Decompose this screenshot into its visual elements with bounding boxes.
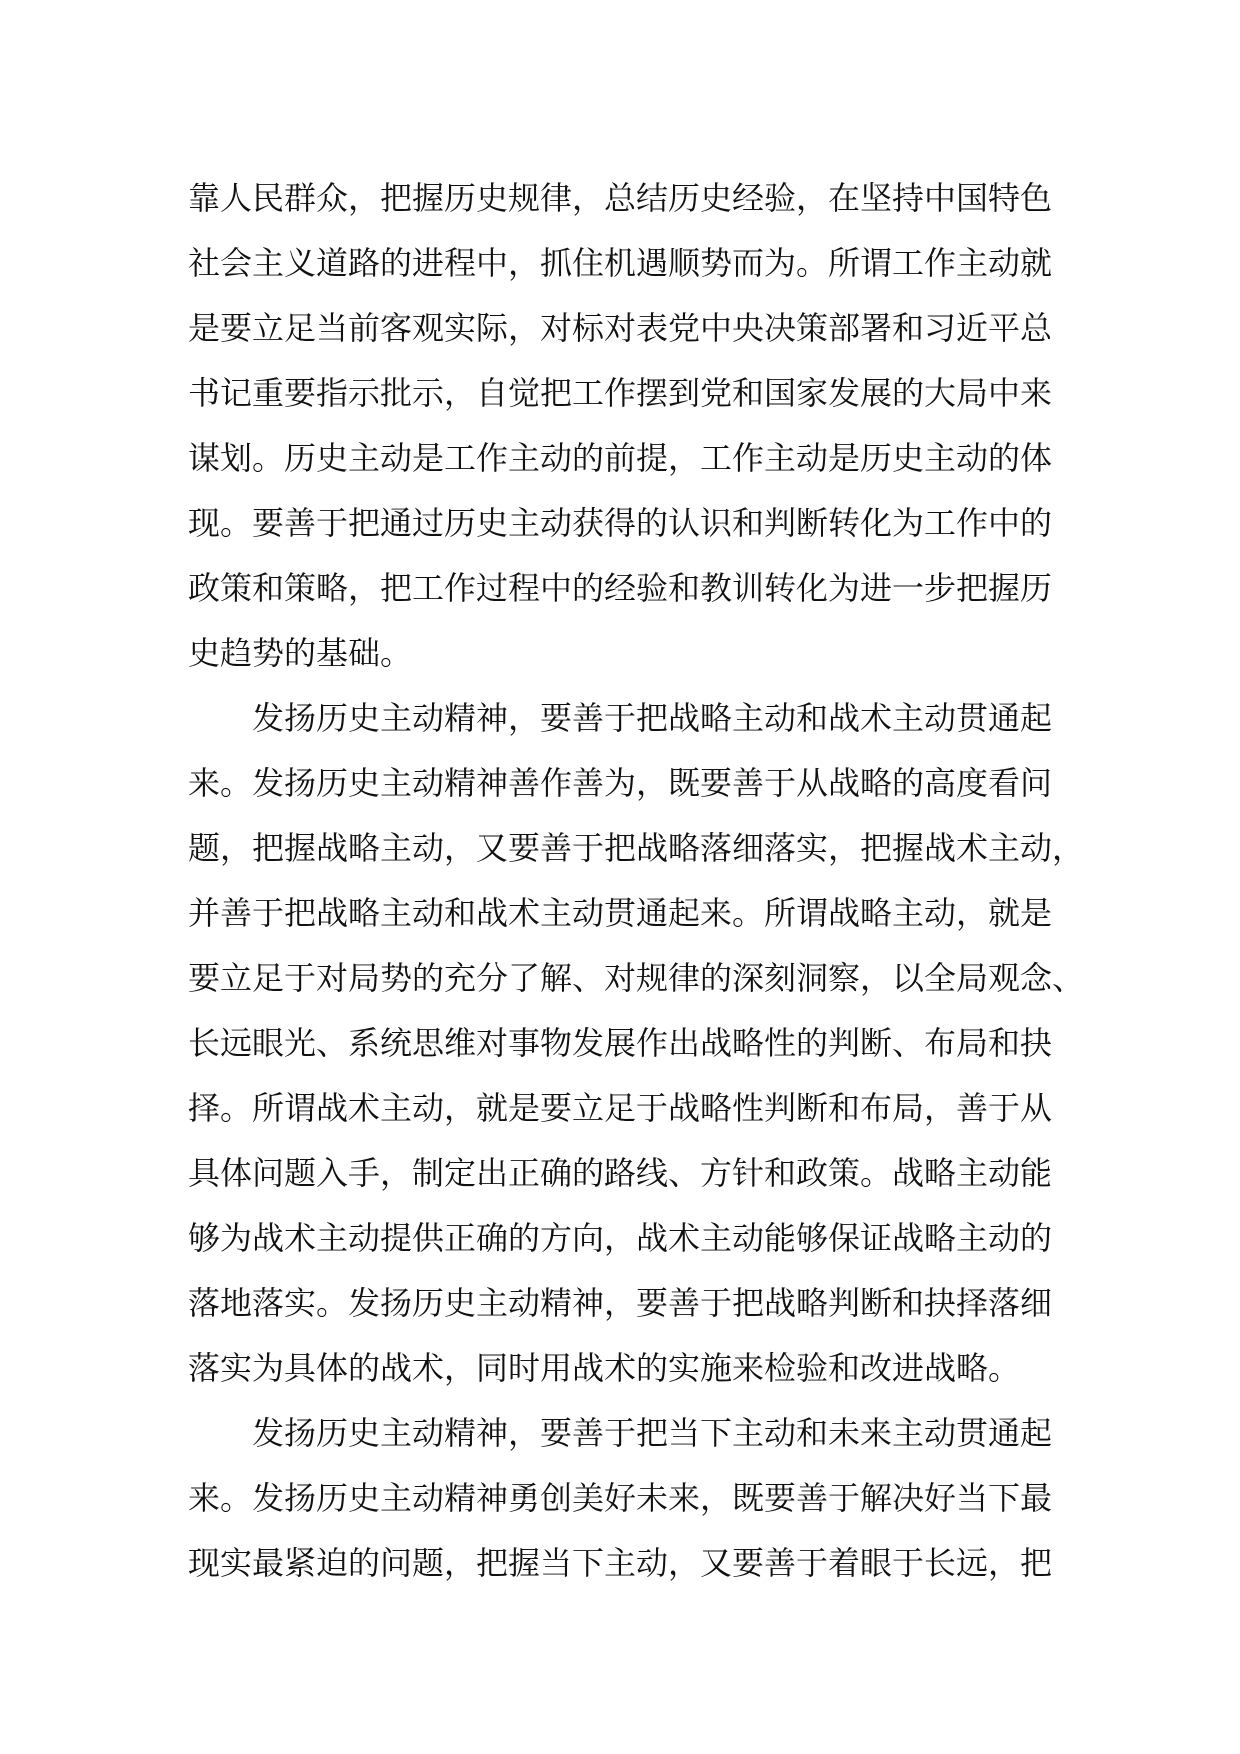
text-line: 现。要善于把通过历史主动获得的认识和判断转化为工作中的 [188,504,1053,542]
text-line: 社会主义道路的进程中，抓住机遇顺势而为。所谓工作主动就 [188,244,1053,282]
text-line: 来。发扬历史主动精神善作善为，既要善于从战略的高度看问 [188,764,1053,802]
text-line: 长远眼光、系统思维对事物发展作出战略性的判断、布局和抉 [188,1024,1053,1062]
text-line: 靠人民群众，把握历史规律，总结历史经验，在坚持中国特色 [188,179,1053,217]
text-line: 落地落实。发扬历史主动精神，要善于把战略判断和抉择落细 [188,1284,1053,1322]
paragraph-first-line: 发扬历史主动精神，要善于把当下主动和未来主动贯通起 [252,1414,1053,1452]
text-line: 是要立足当前客观实际，对标对表党中央决策部署和习近平总 [188,309,1053,347]
text-line: 落实为具体的战术，同时用战术的实施来检验和改进战略。 [188,1349,1021,1387]
text-line: 谋划。历史主动是工作主动的前提，工作主动是历史主动的体 [188,439,1053,477]
text-line: 并善于把战略主动和战术主动贯通起来。所谓战略主动，就是 [188,894,1053,932]
text-line: 来。发扬历史主动精神勇创美好未来，既要善于解决好当下最 [188,1479,1053,1517]
document-body [188,166,1085,1596]
text-line: 题，把握战略主动，又要善于把战略落细落实，把握战术主动， [188,829,1085,867]
text-line: 政策和策略，把工作过程中的经验和教训转化为进一步把握历 [188,569,1053,607]
text-line: 书记重要指示批示，自觉把工作摆到党和国家发展的大局中来 [188,374,1053,412]
text-line: 现实最紧迫的问题，把握当下主动，又要善于着眼于长远，把 [188,1544,1053,1582]
text-line: 具体问题入手，制定出正确的路线、方针和政策。战略主动能 [188,1154,1053,1192]
paragraph-first-line: 发扬历史主动精神，要善于把战略主动和战术主动贯通起 [252,699,1053,737]
text-line: 史趋势的基础。 [188,634,413,672]
text-line: 择。所谓战术主动，就是要立足于战略性判断和布局，善于从 [188,1089,1053,1127]
text-line: 要立足于对局势的充分了解、对规律的深刻洞察，以全局观念、 [188,959,1085,997]
text-line: 够为战术主动提供正确的方向，战术主动能够保证战略主动的 [188,1219,1053,1257]
